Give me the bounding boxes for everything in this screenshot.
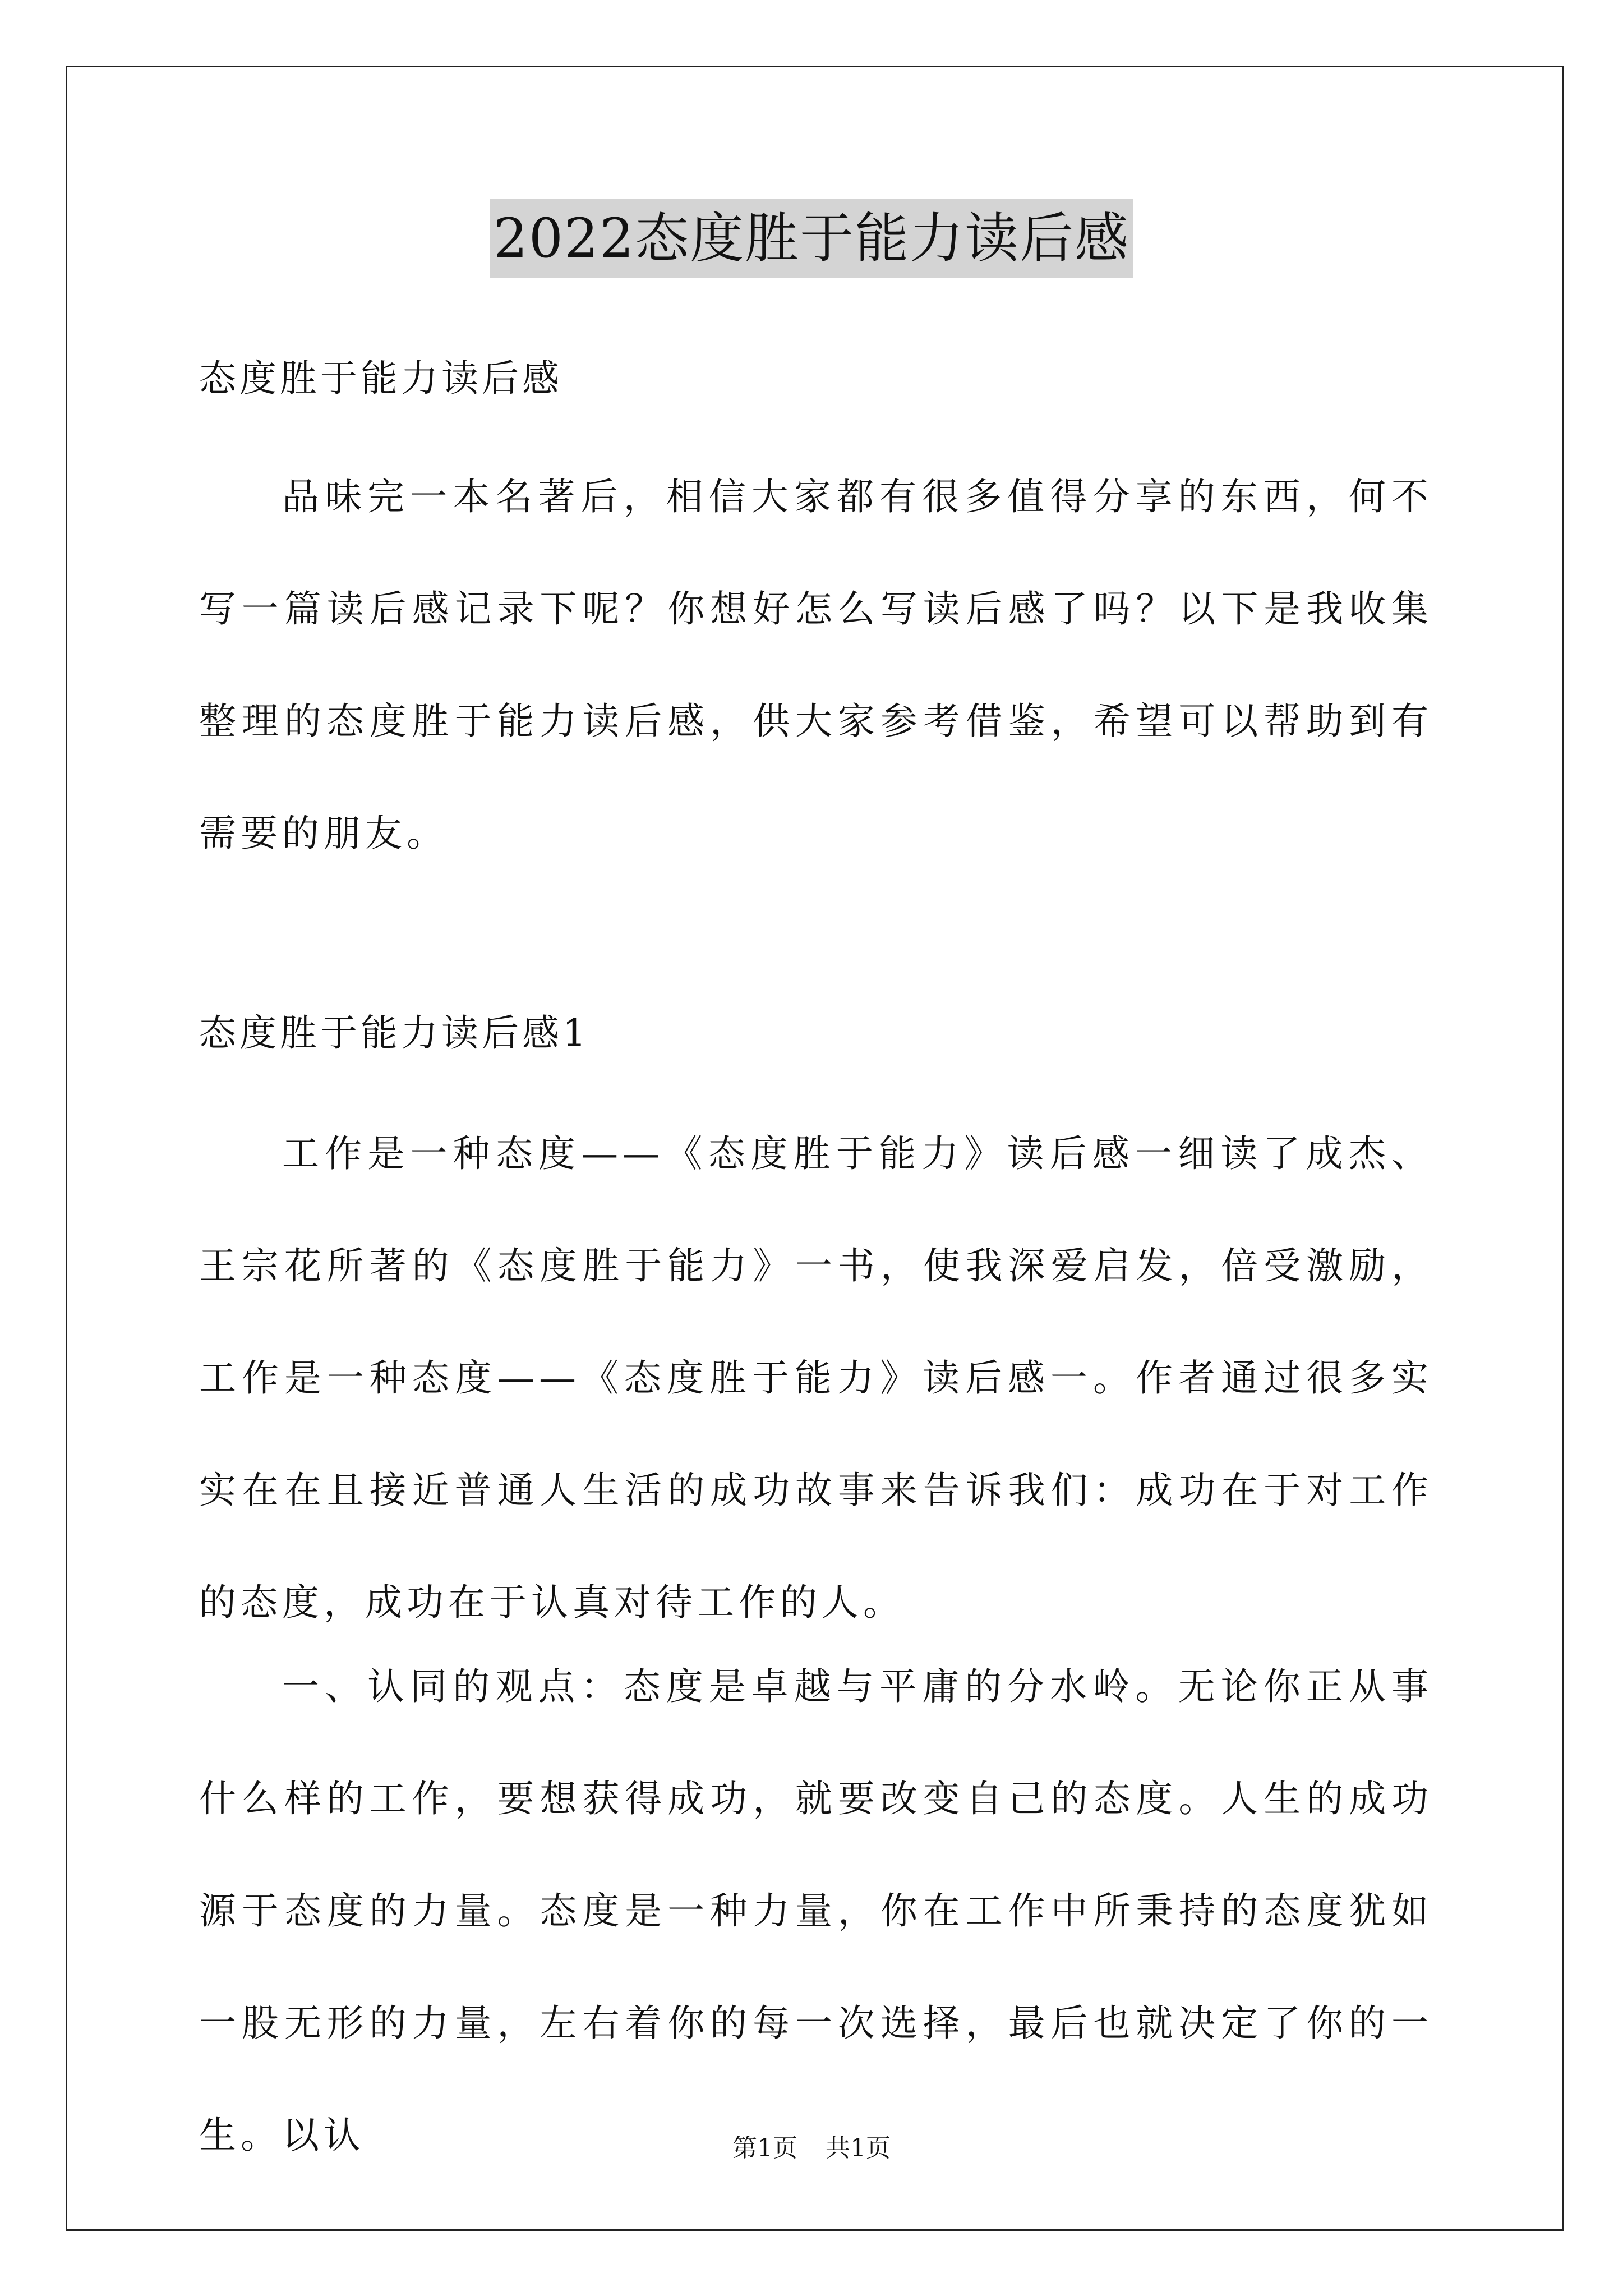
section-heading: 态度胜于能力读后感1 (199, 1011, 589, 1055)
document-title: 2022态度胜于能力读后感 (490, 199, 1133, 278)
intro-paragraph: 品味完一本名著后，相信大家都有很多值得分享的东西，何不写一篇读后感记录下呢？你想好怎么写读后感了吗？以下是我收集整理的态度胜于能力读后感，供大家参考借鉴，希望可以帮助到有需要的朋友。 (199, 475, 1433, 855)
subtitle: 态度胜于能力读后感 (199, 357, 562, 400)
page-number: 第1页 (732, 2134, 797, 2162)
page-total: 共1页 (826, 2134, 891, 2162)
title-container (0, 199, 1623, 278)
page-footer (0, 2132, 1623, 2165)
body-paragraph: 一、认同的观点：态度是卓越与平庸的分水岭。无论你正从事什么样的工作，要想获得成功，就要改变自己的态度。人生的成功源于态度的力量。态度是一种力量，你在工作中所秉持的态度犹如一股无形的力量，左右着你的每一次选择，最后也就决定了你的一生。以认 (199, 1665, 1433, 2157)
body-paragraph: 工作是一种态度——《态度胜于能力》读后感一细读了成杰、王宗花所著的《态度胜于能力》一书，使我深爱启发，倍受激励，工作是一种态度——《态度胜于能力》读后感一。作者通过很多实实在在且接近普通人生活的成功故事来告诉我们：成功在于对工作的态度，成功在于认真对待工作的人。 (199, 1132, 1433, 1624)
